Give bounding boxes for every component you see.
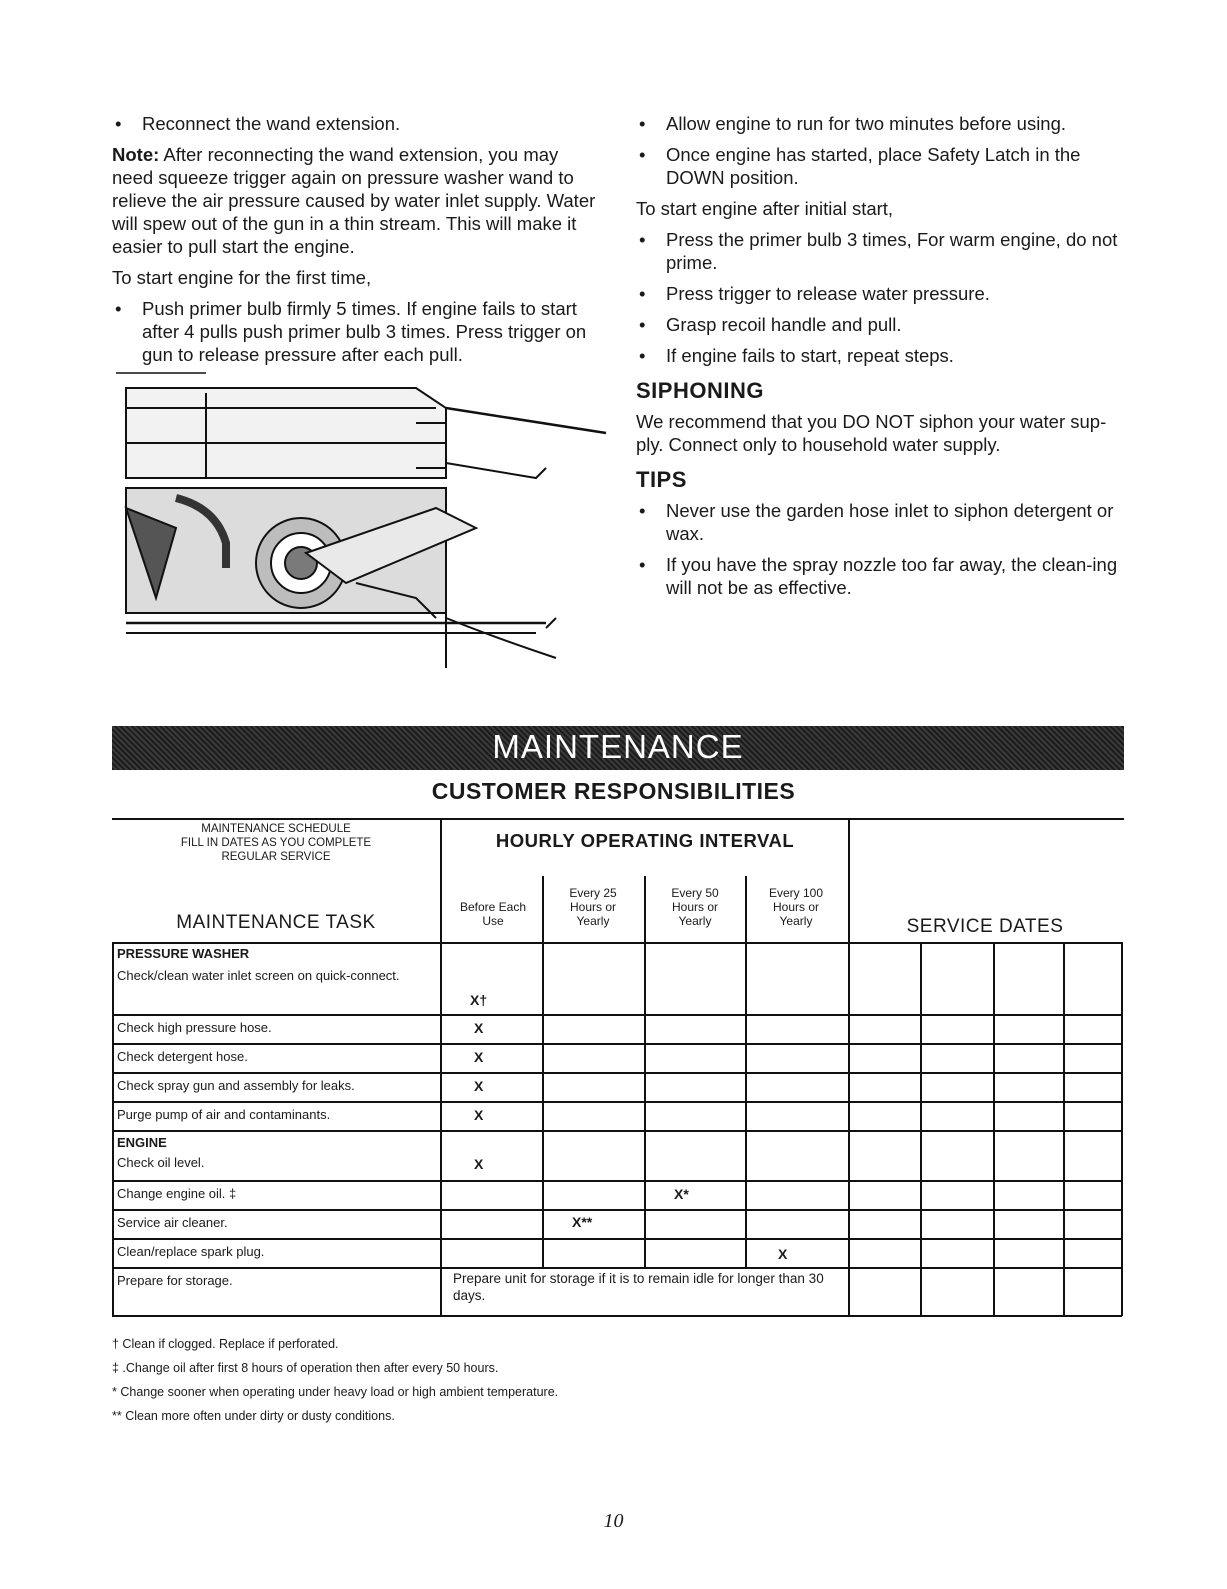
siphoning-heading: SIPHONING [636,378,764,403]
hourly-interval-header: HOURLY OPERATING INTERVAL [495,830,795,851]
grid-line [112,1101,1122,1103]
bullet-primer: • Push primer bulb firmly 5 times. If engine fails to start after 4 pulls push primer bulb 3 times. Press trigger on gun to release pressure after each pull. [112,297,602,366]
interval-line: Every 100 [768,886,824,900]
right-column [636,112,1131,607]
after-initial-intro: To start engine after initial start, [636,198,894,219]
maintenance-task-header: MAINTENANCE TASK [176,912,376,933]
grid-line [542,876,544,942]
table-row-mark: X [474,1078,484,1094]
interval-line: Yearly [576,914,610,928]
table-row-mark: X** [572,1214,593,1230]
table-row-mark: X [778,1246,788,1262]
interval-every-50 [645,886,745,928]
footnote-double-dagger: ‡ .Change oil after first 8 hours of operation then after every 50 hours. [112,1361,499,1375]
page-number: 10 [603,1510,624,1532]
footnote-single-star: * Change sooner when operating under heavy load or high ambient temperature. [112,1385,559,1399]
table-row-task: Check high pressure hose. [117,1020,272,1035]
grid-line [920,942,922,1316]
interval-line: Use [482,914,504,928]
bullet-latch: • Once engine has started, place Safety Latch in the DOWN position. [636,143,1131,189]
grid-line [112,1315,1122,1317]
section-pressure-washer: PRESSURE WASHER [117,946,250,961]
first-time-intro: To start engine for the first time, [112,267,372,288]
footnote-double-star: ** Clean more often under dirty or dusty conditions. [112,1409,395,1423]
table-row-mark: X [474,1107,484,1123]
grid-line [1121,942,1123,1316]
footnote-dagger: † Clean if clogged. Replace if perforated. [112,1337,339,1351]
table-row-mark: X [474,1020,484,1036]
section-engine: ENGINE [117,1135,167,1150]
grid-line [1063,942,1065,1316]
grid-line [112,1180,1122,1182]
grid-line [112,1014,1122,1016]
grid-line [644,942,646,1268]
interval-line: Hours or [772,900,819,914]
table-row-mark: X [474,1049,484,1065]
interval-every-25 [543,886,643,928]
grid-line [112,1130,1122,1132]
tip-1: • Never use the garden hose inlet to siphon detergent or wax. [636,499,1131,545]
bullet-primer-3: • Press the primer bulb 3 times, For warm engine, do not prime. [636,228,1131,274]
table-row-task: Check/clean water inlet screen on quick-connect. [117,968,400,983]
grid-line [112,1043,1122,1045]
engine-primer-illustration [116,368,616,668]
bullet-repeat: • If engine fails to start, repeat steps. [636,344,1131,367]
grid-line [112,1267,1122,1269]
siphoning-text: We recommend that you DO NOT siphon your water sup-ply. Connect only to household water supply. [636,411,1107,455]
grid-line [112,1238,1122,1240]
table-row-mark: X* [674,1186,689,1202]
table-row-mark: X [474,1156,484,1172]
table-row-task: Service air cleaner. [117,1215,228,1230]
interval-every-100 [746,886,846,928]
interval-line: Before Each [459,900,527,914]
schedule-header [112,822,440,864]
table-row-task: Purge pump of air and contaminants. [117,1107,331,1122]
storage-note: Prepare unit for storage if it is to remain idle for longer than 30 days. [453,1271,824,1303]
grid-line [440,942,442,1316]
bullet-recoil: • Grasp recoil handle and pull. [636,313,1131,336]
interval-line: Yearly [779,914,813,928]
schedule-line-3: REGULAR SERVICE [221,851,331,863]
interval-line: Yearly [678,914,712,928]
grid-line [644,876,646,942]
interval-line: Every 50 [671,886,719,900]
schedule-line-2: FILL IN DATES AS YOU COMPLETE [180,837,372,849]
customer-responsibilities-title: CUSTOMER RESPONSIBILITIES [431,778,796,804]
interval-line: Hours or [569,900,616,914]
banner-title: MAINTENANCE [492,728,744,765]
grid-line [542,942,544,1268]
table-row-task: Check detergent hose. [117,1049,248,1064]
bullet-trigger: • Press trigger to release water pressure. [636,282,1131,305]
bullet-run: • Allow engine to run for two minutes before using. [636,112,1131,135]
grid-line [112,1209,1122,1211]
note-text: After reconnecting the wand extension, you may need squeeze trigger again on pressure washer wand to relieve the air pressure caused by water inlet supply. Water will spew out of the gun in a thin stream. This will make it easier to pull start the engine. [112,144,596,257]
grid-line [440,818,442,942]
table-row-task: Check spray gun and assembly for leaks. [117,1078,355,1093]
service-dates-header: SERVICE DATES [906,916,1064,937]
grid-line [993,942,995,1316]
grid-line [112,942,1122,944]
grid-line [745,876,747,942]
table-row-task: Prepare for storage. [117,1273,233,1288]
table-row-task: Clean/replace spark plug. [117,1244,265,1259]
interval-before-each-use [443,900,543,928]
interval-line: Hours or [671,900,718,914]
schedule-line-1: MAINTENANCE SCHEDULE [201,823,351,835]
tip-2: • If you have the spray nozzle too far away, the clean-ing will not be as effective. [636,553,1131,599]
table-row-task: Change engine oil. ‡ [117,1186,237,1201]
bullet-reconnect: • Reconnect the wand extension. [112,112,602,135]
grid-line [112,942,114,1316]
grid-line [848,942,850,1316]
interval-line: Every 25 [569,886,617,900]
grid-line [112,1072,1122,1074]
grid-line [745,942,747,1268]
maintenance-banner [112,726,1124,770]
grid-line [848,818,850,942]
note-paragraph [112,143,602,258]
table-row-mark: X† [470,992,488,1008]
note-label: Note: [112,144,160,165]
table-top-rule [112,818,1124,820]
table-row-task: Check oil level. [117,1155,205,1170]
tips-heading: TIPS [636,467,687,492]
left-column [112,112,602,374]
